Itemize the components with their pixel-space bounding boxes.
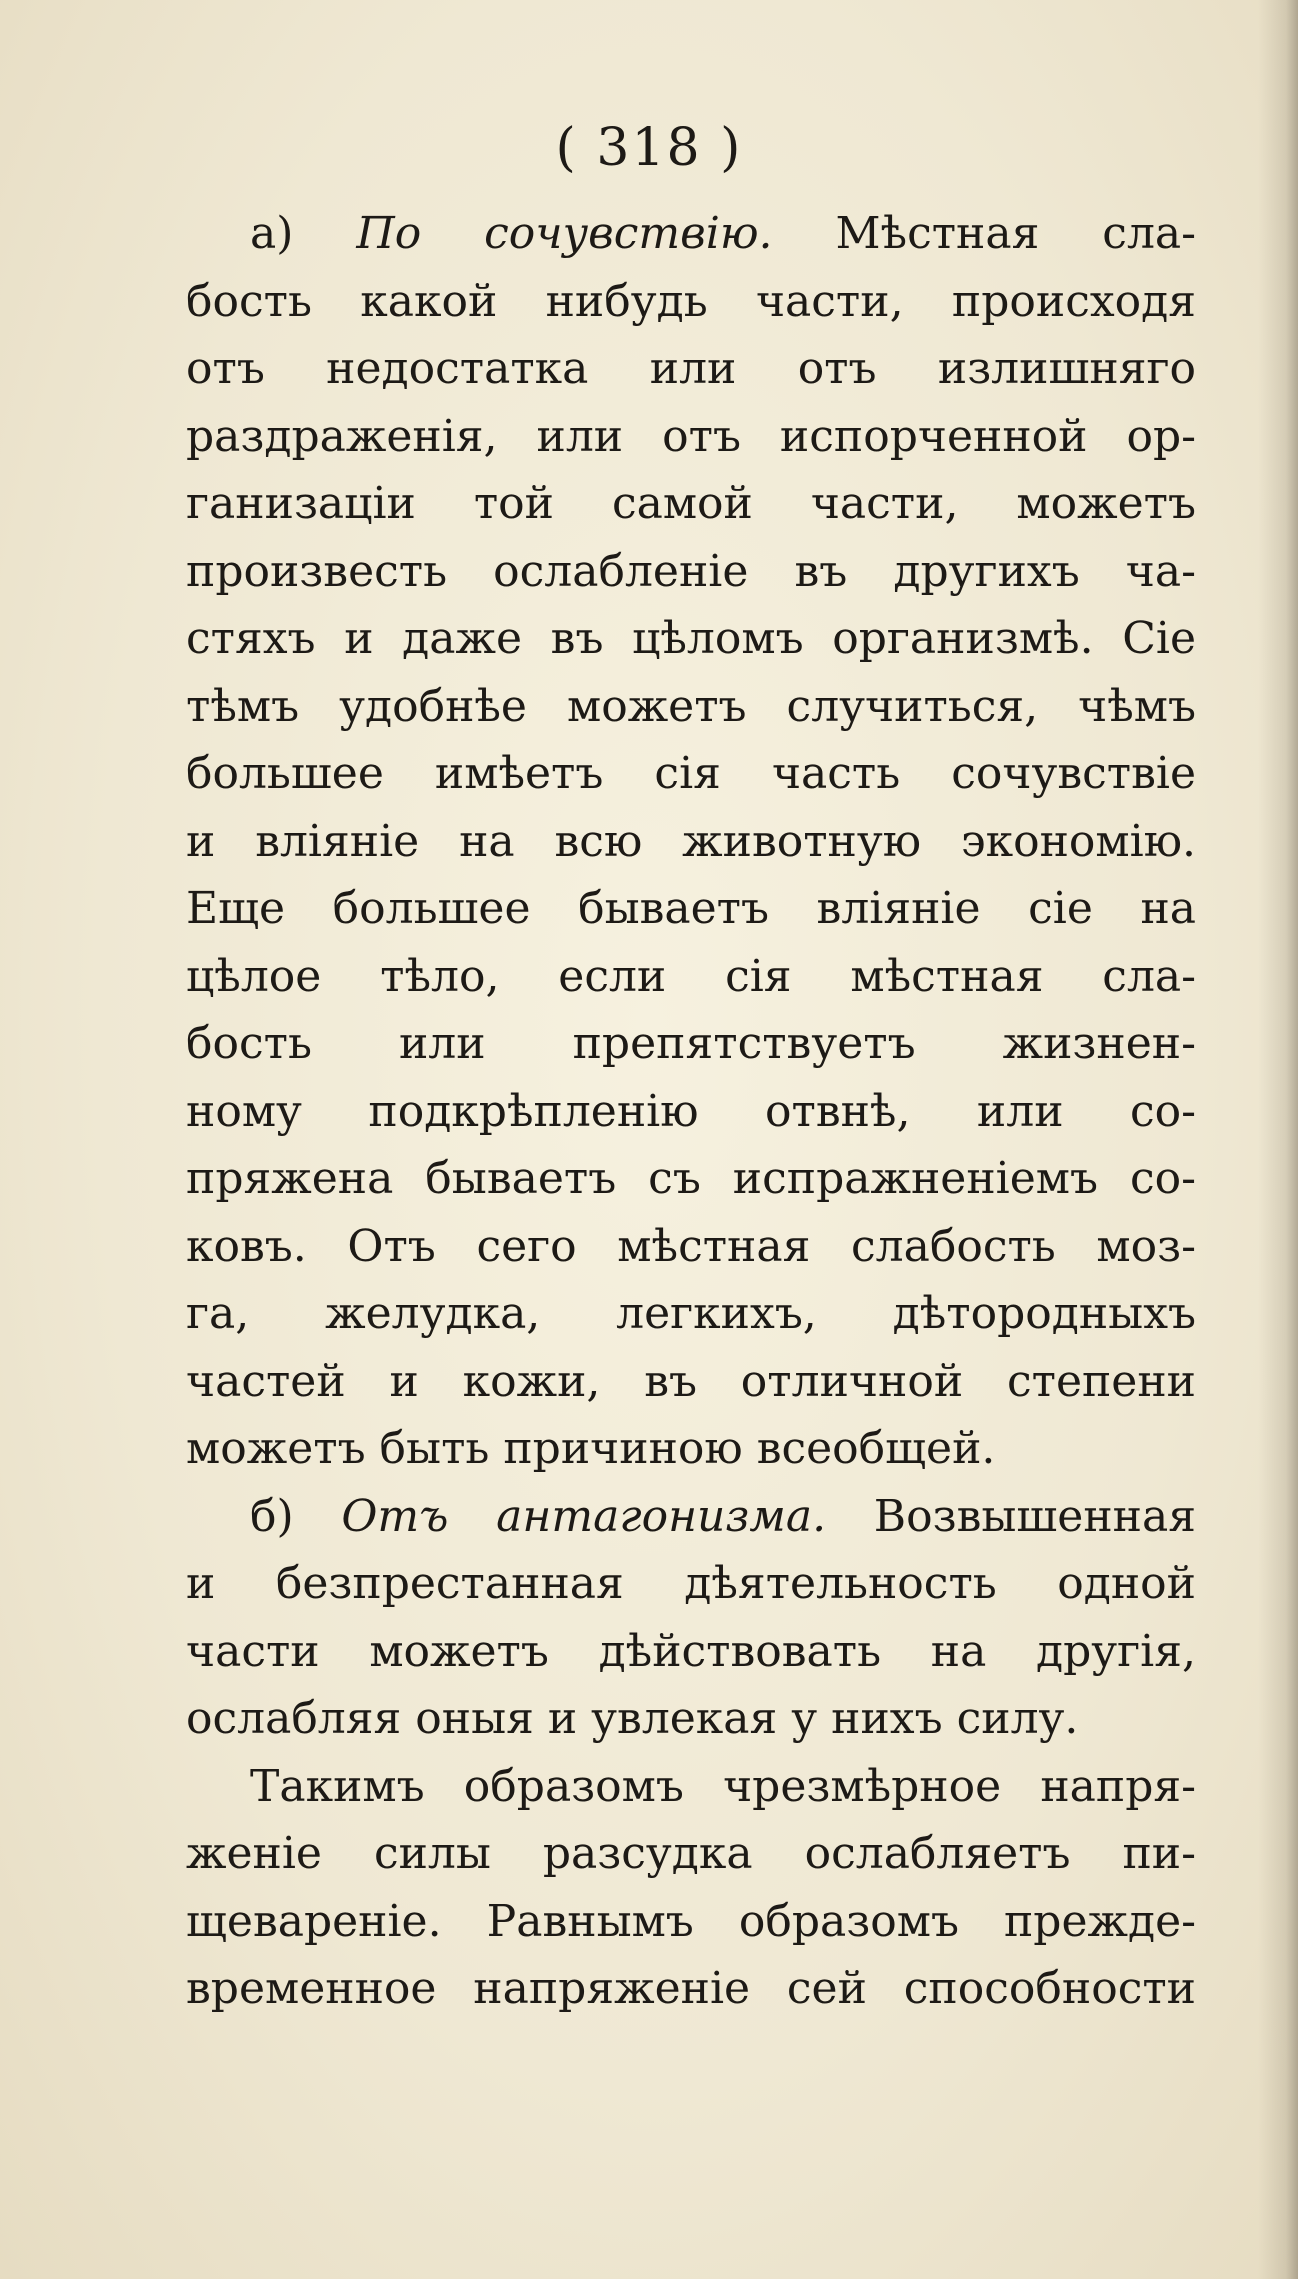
text-line: и безпрестанная дѣятельность одной (186, 1558, 1196, 1609)
page-edge-shadow (1258, 0, 1298, 2279)
text-line: бость какой нибудь части, происходя (186, 275, 1196, 327)
paragraph-b-text: Возвышенная (826, 1490, 1196, 1542)
text-line: и вліяніе на всю животную экономію. (186, 815, 1196, 867)
text-line: га, желудка, легкихъ, дѣтородныхъ (186, 1288, 1196, 1339)
text-line: бость или препятствуетъ жизнен- (186, 1018, 1196, 1069)
text-line: произвесть ослабленіе въ другихъ ча- (186, 545, 1196, 597)
paragraph-a-text: Мѣстная сла- (772, 208, 1196, 259)
paragraph-b-heading: Отъ антагонизма. (341, 1490, 827, 1542)
text-line: тѣмъ удобнѣе можетъ случиться, чѣмъ (186, 680, 1196, 732)
text-line: частей и кожи, въ отличной степени (186, 1355, 1196, 1407)
text-line: временное напряженіе сей способности (186, 1963, 1196, 2014)
text-line: пряжена бываетъ съ испражненіемъ со- (186, 1153, 1196, 1204)
text-line: Такимъ образомъ чрезмѣрное напря- (250, 1760, 1196, 1812)
text-line: ослабляя оныя и увлекая у нихъ силу. (186, 1693, 1079, 1744)
text-line: части можетъ дѣйствовать на другія, (186, 1625, 1196, 1677)
text-line: Еще большее бываетъ вліяніе сіе на (186, 883, 1196, 934)
text-line: ганизаціи той самой части, можетъ (186, 478, 1196, 529)
body-text (186, 200, 1196, 2023)
text-line: женіе силы разсудка ослабляетъ пи- (186, 1828, 1196, 1879)
text-line: большее имѣетъ сія часть сочувствіе (186, 748, 1196, 799)
text-line: цѣлое тѣло, если сія мѣстная сла- (186, 950, 1196, 1002)
text-line: ному подкрѣпленію отвнѣ, или со- (186, 1085, 1196, 1137)
paragraph-b-line-1 (186, 1483, 1196, 1551)
text-line: раздраженія, или отъ испорченной ор- (186, 410, 1196, 462)
paragraph-a-heading: По сочувствію. (356, 208, 773, 259)
page-number: ( 318 ) (555, 118, 743, 178)
text-line: стяхъ и даже въ цѣломъ организмѣ. Сіе (186, 613, 1196, 664)
text-line: ковъ. Отъ сего мѣстная слабость моз- (186, 1220, 1196, 1272)
paragraph-a-line-1 (186, 200, 1196, 268)
text-line: щевареніе. Равнымъ образомъ прежде- (186, 1895, 1196, 1947)
text-line: можетъ быть причиною всеобщей. (186, 1423, 996, 1474)
paragraph-b-marker: б) (250, 1490, 342, 1542)
paragraph-a-marker: а) (250, 208, 357, 259)
text-line: отъ недостатка или отъ излишняго (186, 343, 1196, 394)
